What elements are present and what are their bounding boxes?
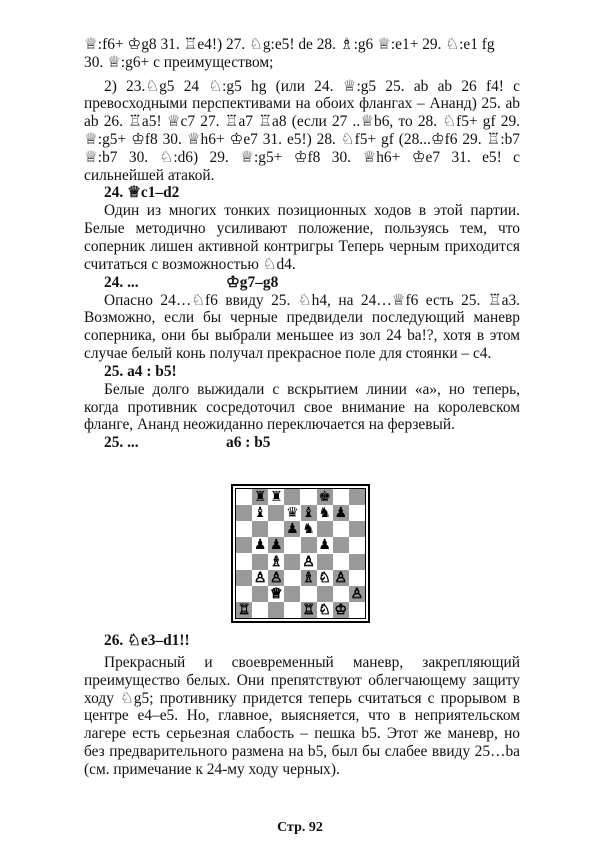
board-square (317, 521, 333, 537)
page-text-lower (84, 632, 520, 779)
board-square (333, 521, 349, 537)
chess-board (235, 488, 366, 619)
chess-piece-e4: ♙ (302, 553, 315, 570)
chess-piece-g7: ♟ (334, 505, 348, 522)
board-square (268, 505, 284, 521)
chess-piece-f7: ♞ (318, 505, 331, 522)
board-square (236, 505, 252, 521)
paragraph-variation-2: 2) 23.♘g5 24 ♘:g5 hg (или 24. ♕:g5 25. ab ab 26 f4! с превосходными перспективами на обоих флангах – Ананд) 25. ab ab 26. ♖a5! ♕c7 27. ♖a7 ♖a8 (если 27 ..♕b6, то 28. ♘f5+ gf 29. ♕:g5+ ♔f8 30. ♕h6+ ♔e7 31. e5!) 28. ♘f5+ gf (28...♔f6 29. ♖:b7 ♕:b7 30. ♘:d6) 29. ♕:g5+ ♔f8 30. ♕h6+ ♔e7 31. e5! с сильнейшей атакой. (84, 77, 520, 184)
board-square (252, 521, 268, 537)
board-square (236, 586, 252, 602)
chess-piece-h2: ♙ (350, 585, 364, 602)
chess-piece-c3: ♙ (270, 569, 283, 586)
board-square (236, 521, 252, 537)
board-square (301, 586, 317, 602)
board-square (268, 602, 284, 618)
board-square (284, 554, 300, 570)
chess-diagram (231, 484, 370, 623)
chess-piece-d7: ♛ (286, 505, 299, 522)
chess-piece-b3: ♙ (253, 569, 267, 586)
board-square (349, 489, 365, 505)
chess-piece-f1: ♘ (318, 601, 331, 618)
chess-piece-g1: ♔ (334, 601, 348, 618)
chess-piece-c5: ♟ (270, 537, 283, 554)
board-square (236, 554, 252, 570)
board-square (236, 489, 252, 505)
board-square (333, 489, 349, 505)
board-square (349, 554, 365, 570)
paragraph-comment-25: Белые долго выжидали с вскрытием линии «а», но теперь, когда противник сосредоточил свое внимание на королевском фланге, Ананд неожиданно переключается на ферзевый. (84, 380, 520, 434)
paragraph-comment-24: Один из многих тонких позиционных ходов в этой партии. Белые методично усиливают положение, пользуясь тем, что соперник лишен активной контригры Теперь черным приходится считаться с возможностью ♘d4. (84, 202, 520, 273)
move-text: ♔g7–g8 (226, 273, 279, 291)
chess-piece-f3: ♘ (318, 569, 331, 586)
paragraph-continuation: ♕:f6+ ♔g8 31. ♖e4!) 27. ♘g:e5! de 28. ♗:g6 ♕:e1+ 29. ♘:e1 fg 30. ♕:g6+ с преимуществом; (84, 36, 495, 71)
board-square (284, 586, 300, 602)
page-number: Стр. 92 (277, 820, 323, 835)
board-square (284, 602, 300, 618)
board-square (252, 554, 268, 570)
chess-piece-e7: ♝ (302, 505, 315, 522)
board-square (349, 505, 365, 521)
board-square (284, 489, 300, 505)
move-24-white: 24. ♕c1–d2 (104, 184, 180, 202)
board-square (333, 537, 349, 553)
board-square (268, 521, 284, 537)
chess-piece-d6: ♟ (286, 521, 299, 538)
board-square (284, 570, 300, 586)
chess-piece-b5: ♟ (253, 537, 267, 554)
move-24-black (104, 274, 520, 292)
board-square (284, 537, 300, 553)
chess-piece-b7: ♝ (253, 505, 267, 522)
move-25-white: 25. a4 : b5! (104, 362, 177, 380)
board-square (333, 554, 349, 570)
board-square (349, 570, 365, 586)
chess-piece-f5: ♟ (318, 537, 331, 554)
board-square (349, 521, 365, 537)
chess-piece-b8: ♜ (253, 489, 267, 505)
board-square (301, 489, 317, 505)
paragraph-comment-24b: Опасно 24…♘f6 ввиду 25. ♘h4, на 24…♕f6 есть 25. ♖a3. Возможно, если бы черные предвидели последующий маневр соперника, они бы выбрали меньшее из зол 24 ba!?, хотя в этом случае белый конь получал прекрасное поле для стоянки – c4. (84, 291, 520, 362)
board-square (317, 586, 333, 602)
board-square (236, 537, 252, 553)
page-text (84, 36, 520, 452)
board-square (252, 602, 268, 618)
board-square (317, 554, 333, 570)
board-square (236, 570, 252, 586)
board-square (252, 586, 268, 602)
board-square (333, 586, 349, 602)
move-text: a6 : b5 (226, 434, 271, 452)
chess-piece-c4: ♗ (270, 553, 283, 570)
move-number: 25. ... (104, 434, 139, 452)
board-square (349, 537, 365, 553)
move-25-black (104, 434, 520, 452)
chess-piece-g3: ♙ (334, 569, 348, 586)
paragraph-comment-26: Прекрасный и своевременный маневр, закрепляющий преимущество белых. Они препятствуют облегчающему защиту ходу ♘g5; противнику придется теперь считаться с прорывом в центре e4–e5. Но, главное, выясняется, что в неприятельском лагере есть серьезная слабость – пешка b5. Этот же маневр, но без предварительного размена на b5, был бы слабее ввиду 25…ba (см. примечание к 24-му ходу черных). (84, 654, 520, 778)
chess-piece-e1: ♖ (302, 601, 315, 618)
chess-piece-e6: ♞ (302, 521, 315, 538)
move-number: 24. ... (104, 273, 139, 291)
move-26-white: 26. ♘e3–d1!! (104, 632, 190, 649)
chess-piece-c8: ♜ (270, 489, 283, 505)
chess-piece-e3: ♗ (302, 569, 315, 586)
chess-piece-c2: ♕ (270, 585, 283, 602)
chess-piece-f8: ♚ (318, 489, 331, 505)
board-square (349, 602, 365, 618)
chess-piece-a1: ♖ (237, 601, 251, 618)
board-square (301, 537, 317, 553)
